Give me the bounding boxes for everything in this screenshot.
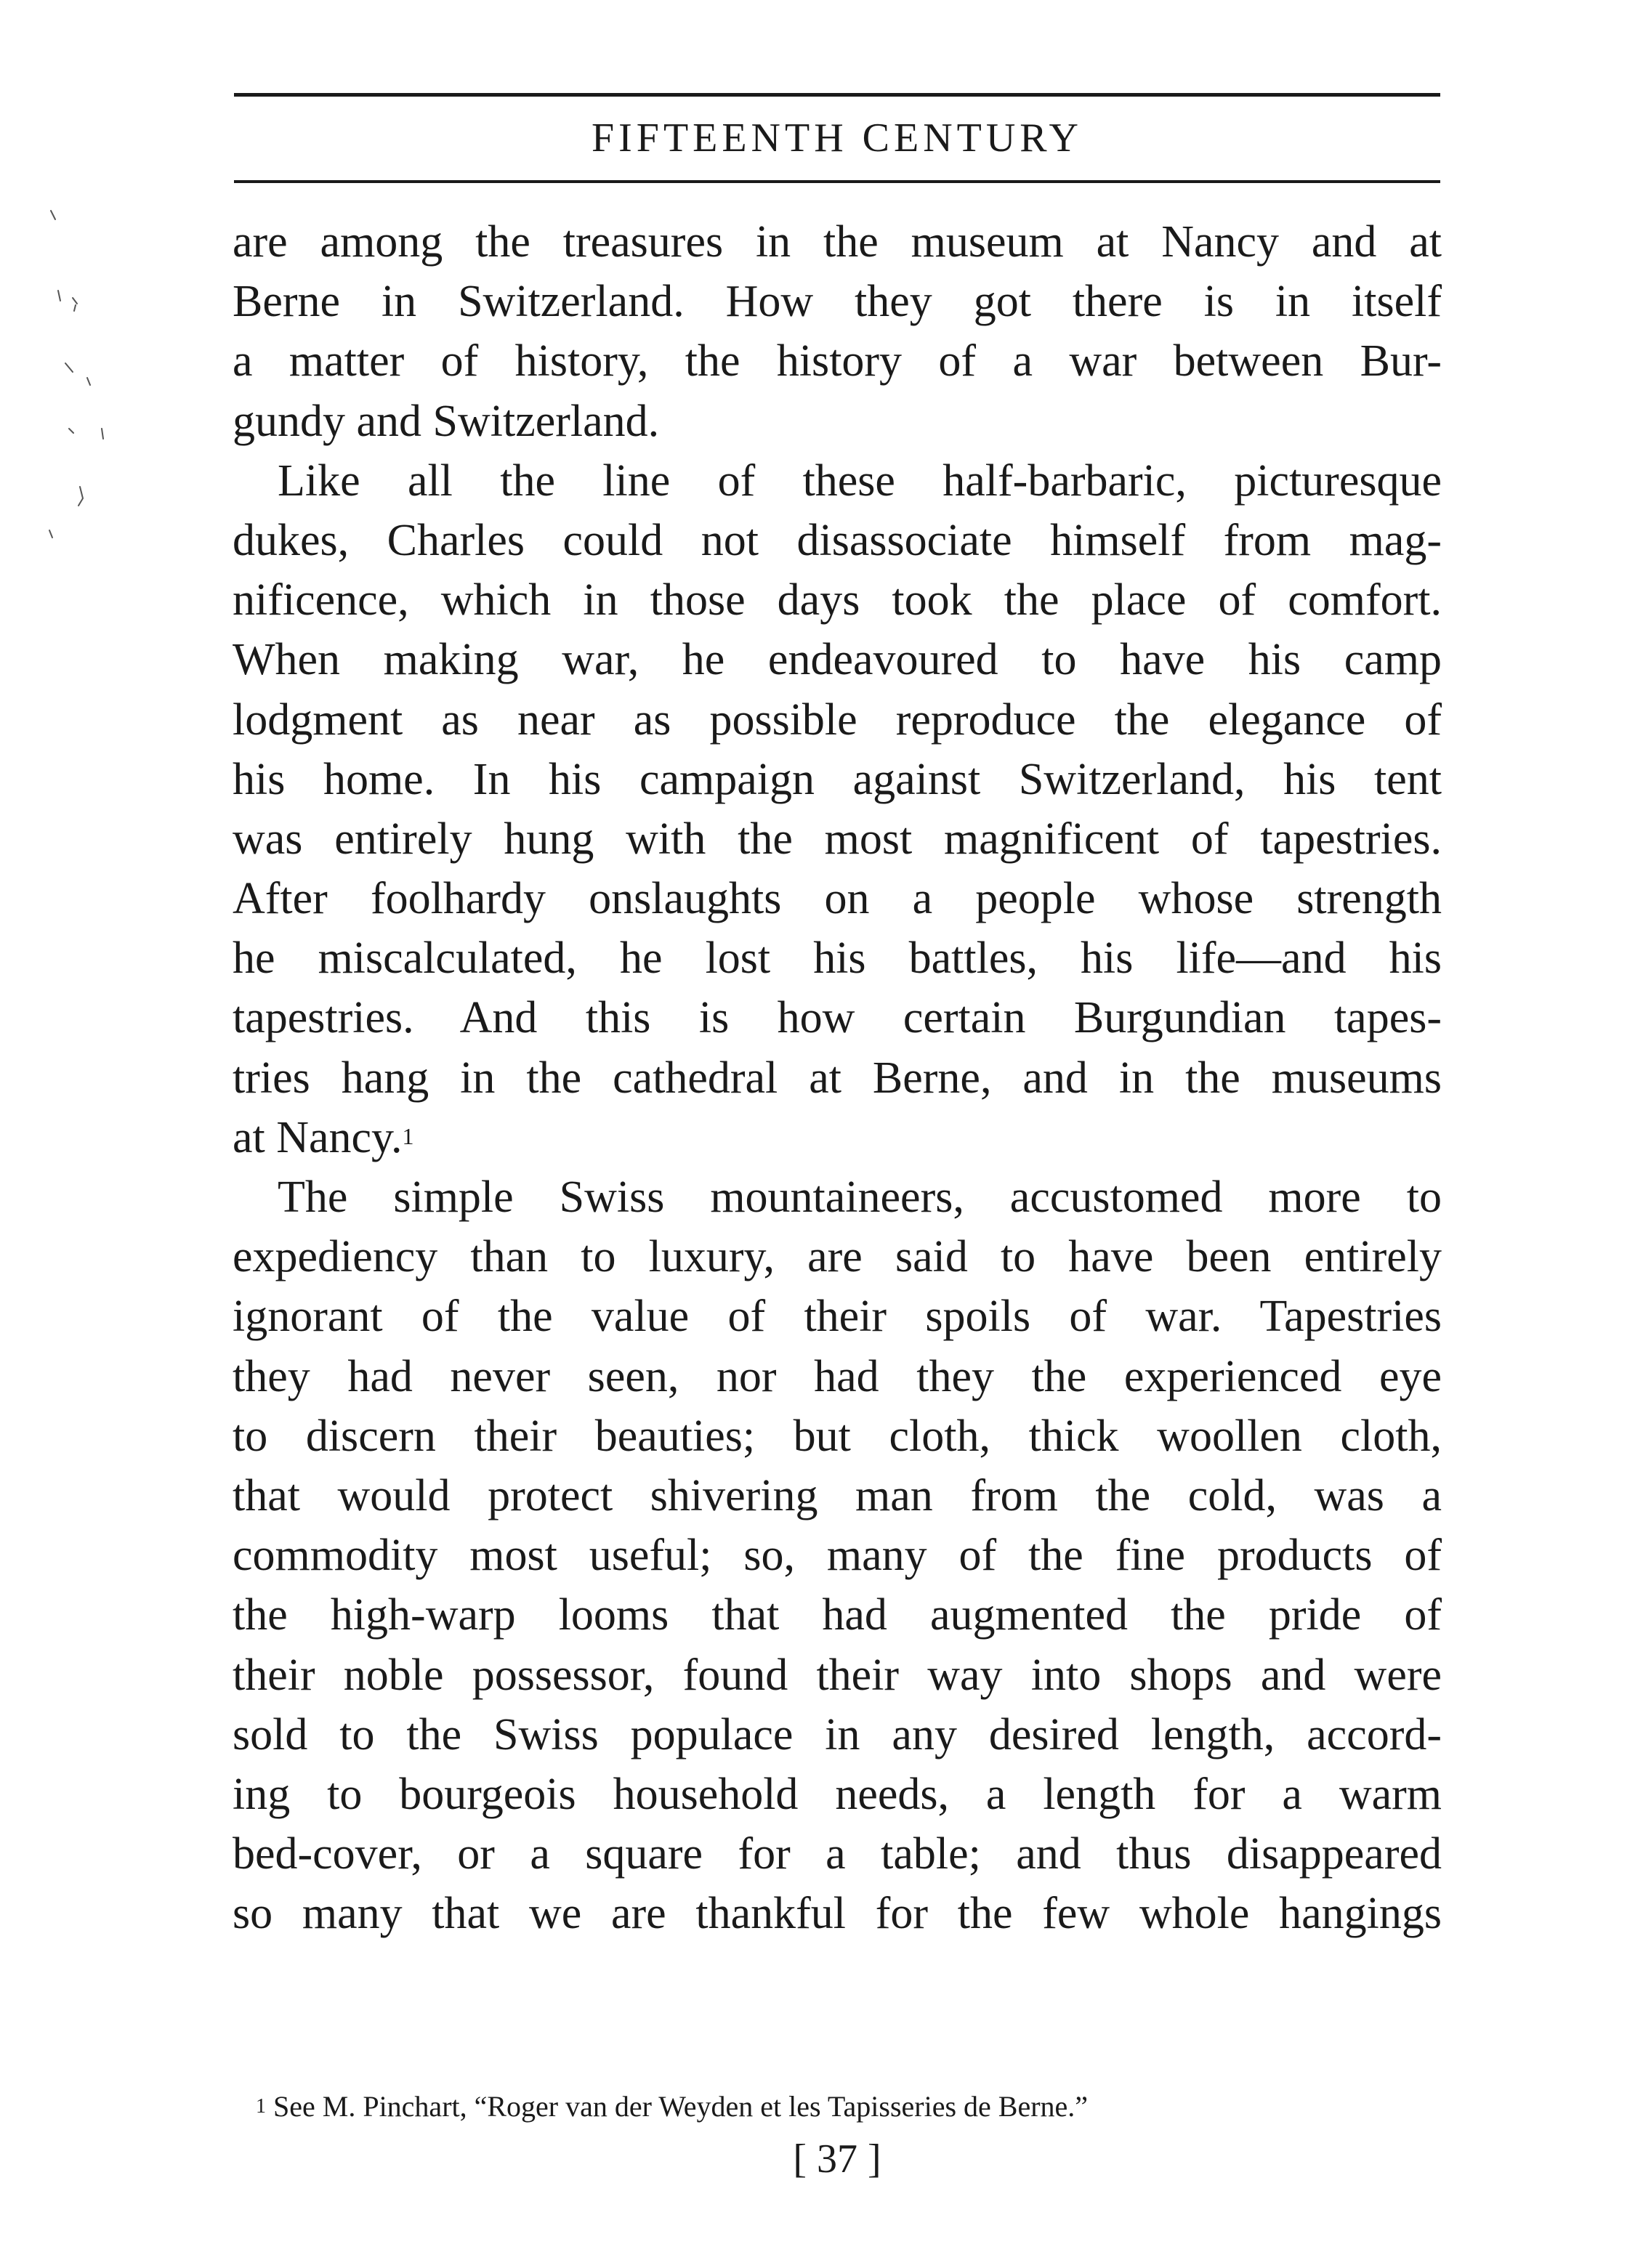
body-text [233, 212, 1442, 1943]
text-line: so many that we are thankful for the few whole hangings [233, 1889, 1442, 1939]
footnote-text: See M. Pinchart, “Roger van der Weyden et les Tapisseries de Berne.” [273, 2090, 1089, 2123]
page-number: [ 37 ] [793, 2137, 881, 2182]
header-rule-bottom [234, 180, 1440, 183]
text-line: was entirely hung with the most magnificent of tapestries. [233, 814, 1442, 864]
text-line: Berne in Switzerland. How they got there is in itself [233, 277, 1442, 327]
text-line: tapestries. And this is how certain Burgundian tapes- [233, 993, 1442, 1043]
text-line: at Nancy. [233, 1112, 403, 1162]
footnote [256, 2085, 1418, 2129]
text-line: that would protect shivering man from the cold, was a [233, 1470, 1442, 1520]
margin-specks [29, 189, 116, 697]
text-line: he miscalculated, he lost his battles, his life—and his [233, 933, 1442, 984]
text-line: expediency than to luxury, are said to have been entirely [233, 1232, 1442, 1282]
text-line: the high-warp looms that had augmented the pride of [233, 1590, 1442, 1640]
text-line: tries hang in the cathedral at Berne, and in the museums [233, 1053, 1442, 1103]
text-line: to discern their beauties; but cloth, thick woollen cloth, [233, 1411, 1442, 1461]
text-line-with-footnote [233, 1108, 1442, 1167]
text-line: nificence, which in those days took the place of comfort. [233, 575, 1442, 625]
footnote-reference[interactable]: 1 [402, 1122, 414, 1149]
text-line: bed-cover, or a square for a table; and thus disappeared [233, 1829, 1442, 1879]
text-line: are among the treasures in the museum at Nancy and at [233, 217, 1442, 267]
text-line: their noble possessor, found their way into shops and were [233, 1650, 1442, 1700]
text-line: his home. In his campaign against Switzerland, his tent [233, 754, 1442, 804]
text-line: ing to bourgeois household needs, a length for a warm [233, 1769, 1442, 1819]
text-line: ignorant of the value of their spoils of war. Tapestries [233, 1292, 1442, 1342]
text-line: a matter of history, the history of a war between Bur- [233, 336, 1442, 386]
running-head: FIFTEENTH CENTURY [592, 116, 1083, 161]
text-line: When making war, he endeavoured to have his camp [233, 635, 1442, 685]
text-line: sold to the Swiss populace in any desired length, accord- [233, 1709, 1442, 1759]
footnote-marker: 1 [256, 2095, 266, 2118]
text-line: gundy and Switzerland. [233, 396, 660, 446]
text-line: commodity most useful; so, many of the fine products of [233, 1531, 1442, 1581]
text-line: they had never seen, nor had they the experienced eye [233, 1351, 1442, 1401]
header-rule-top [234, 93, 1440, 97]
text-line: Like all the line of these half-barbaric, picturesque [278, 455, 1442, 506]
text-line: lodgment as near as possible reproduce the elegance of [233, 694, 1442, 745]
text-line: The simple Swiss mountaineers, accustomed more to [278, 1173, 1442, 1222]
text-line: dukes, Charles could not disassociate himself from mag- [233, 515, 1442, 565]
text-line: After foolhardy onslaughts on a people whose strength [233, 874, 1442, 924]
